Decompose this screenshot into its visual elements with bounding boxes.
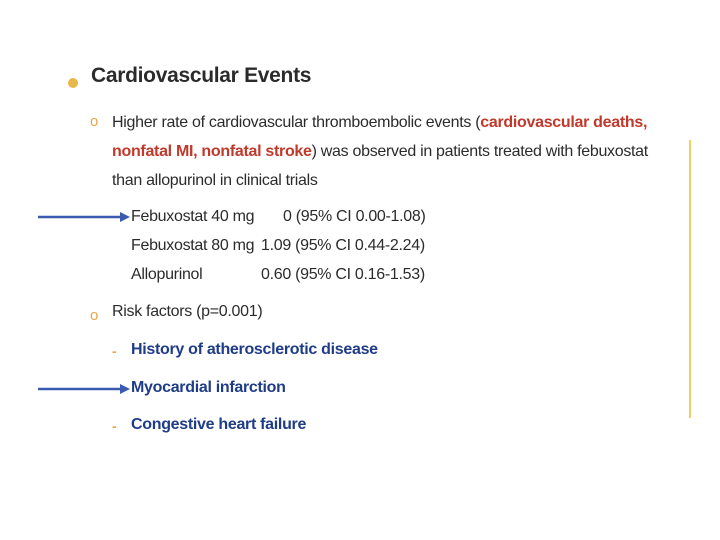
rate-value: 1.09 (95% CI 0.44-2.24): [261, 237, 425, 254]
rate-drug: Allopurinol: [131, 266, 203, 283]
dash-marker: -: [112, 418, 117, 434]
slide-heading: Cardiovascular Events: [91, 64, 312, 87]
finding-highlight: cardiovascular deaths, nonfatal MI, nonfatal stroke: [112, 114, 648, 160]
dash-marker: -: [112, 343, 117, 359]
sub-bullet-marker: o: [90, 113, 99, 130]
risk-intro: Risk factors (p=0.001): [112, 303, 263, 320]
rate-row: [131, 208, 426, 226]
arrow-right-icon: [38, 211, 130, 223]
bullet-dot-icon: [68, 78, 78, 88]
sub-bullet-marker: o: [90, 307, 99, 324]
finding-paragraph: [112, 108, 672, 195]
rate-row: [131, 266, 425, 284]
rate-drug: Febuxostat 40 mg: [131, 208, 255, 225]
accent-line: [689, 140, 691, 418]
risk-factor-item: History of atherosclerotic disease: [131, 341, 378, 358]
risk-factor-item: Myocardial infarction: [131, 379, 286, 396]
rate-value: 0 (95% CI 0.00-1.08): [283, 208, 426, 225]
arrow-right-icon: [38, 383, 130, 395]
risk-factor-item: Congestive heart failure: [131, 416, 307, 433]
rate-value: 0.60 (95% CI 0.16-1.53): [261, 266, 425, 283]
finding-text-before: Higher rate of cardiovascular thromboembolic events (: [112, 114, 481, 131]
rate-drug: Febuxostat 80 mg: [131, 237, 255, 254]
finding-text-after: ) was observed in patients treated with febuxostat than allopurinol in clinical trials: [112, 143, 648, 189]
rate-row: [131, 237, 425, 255]
